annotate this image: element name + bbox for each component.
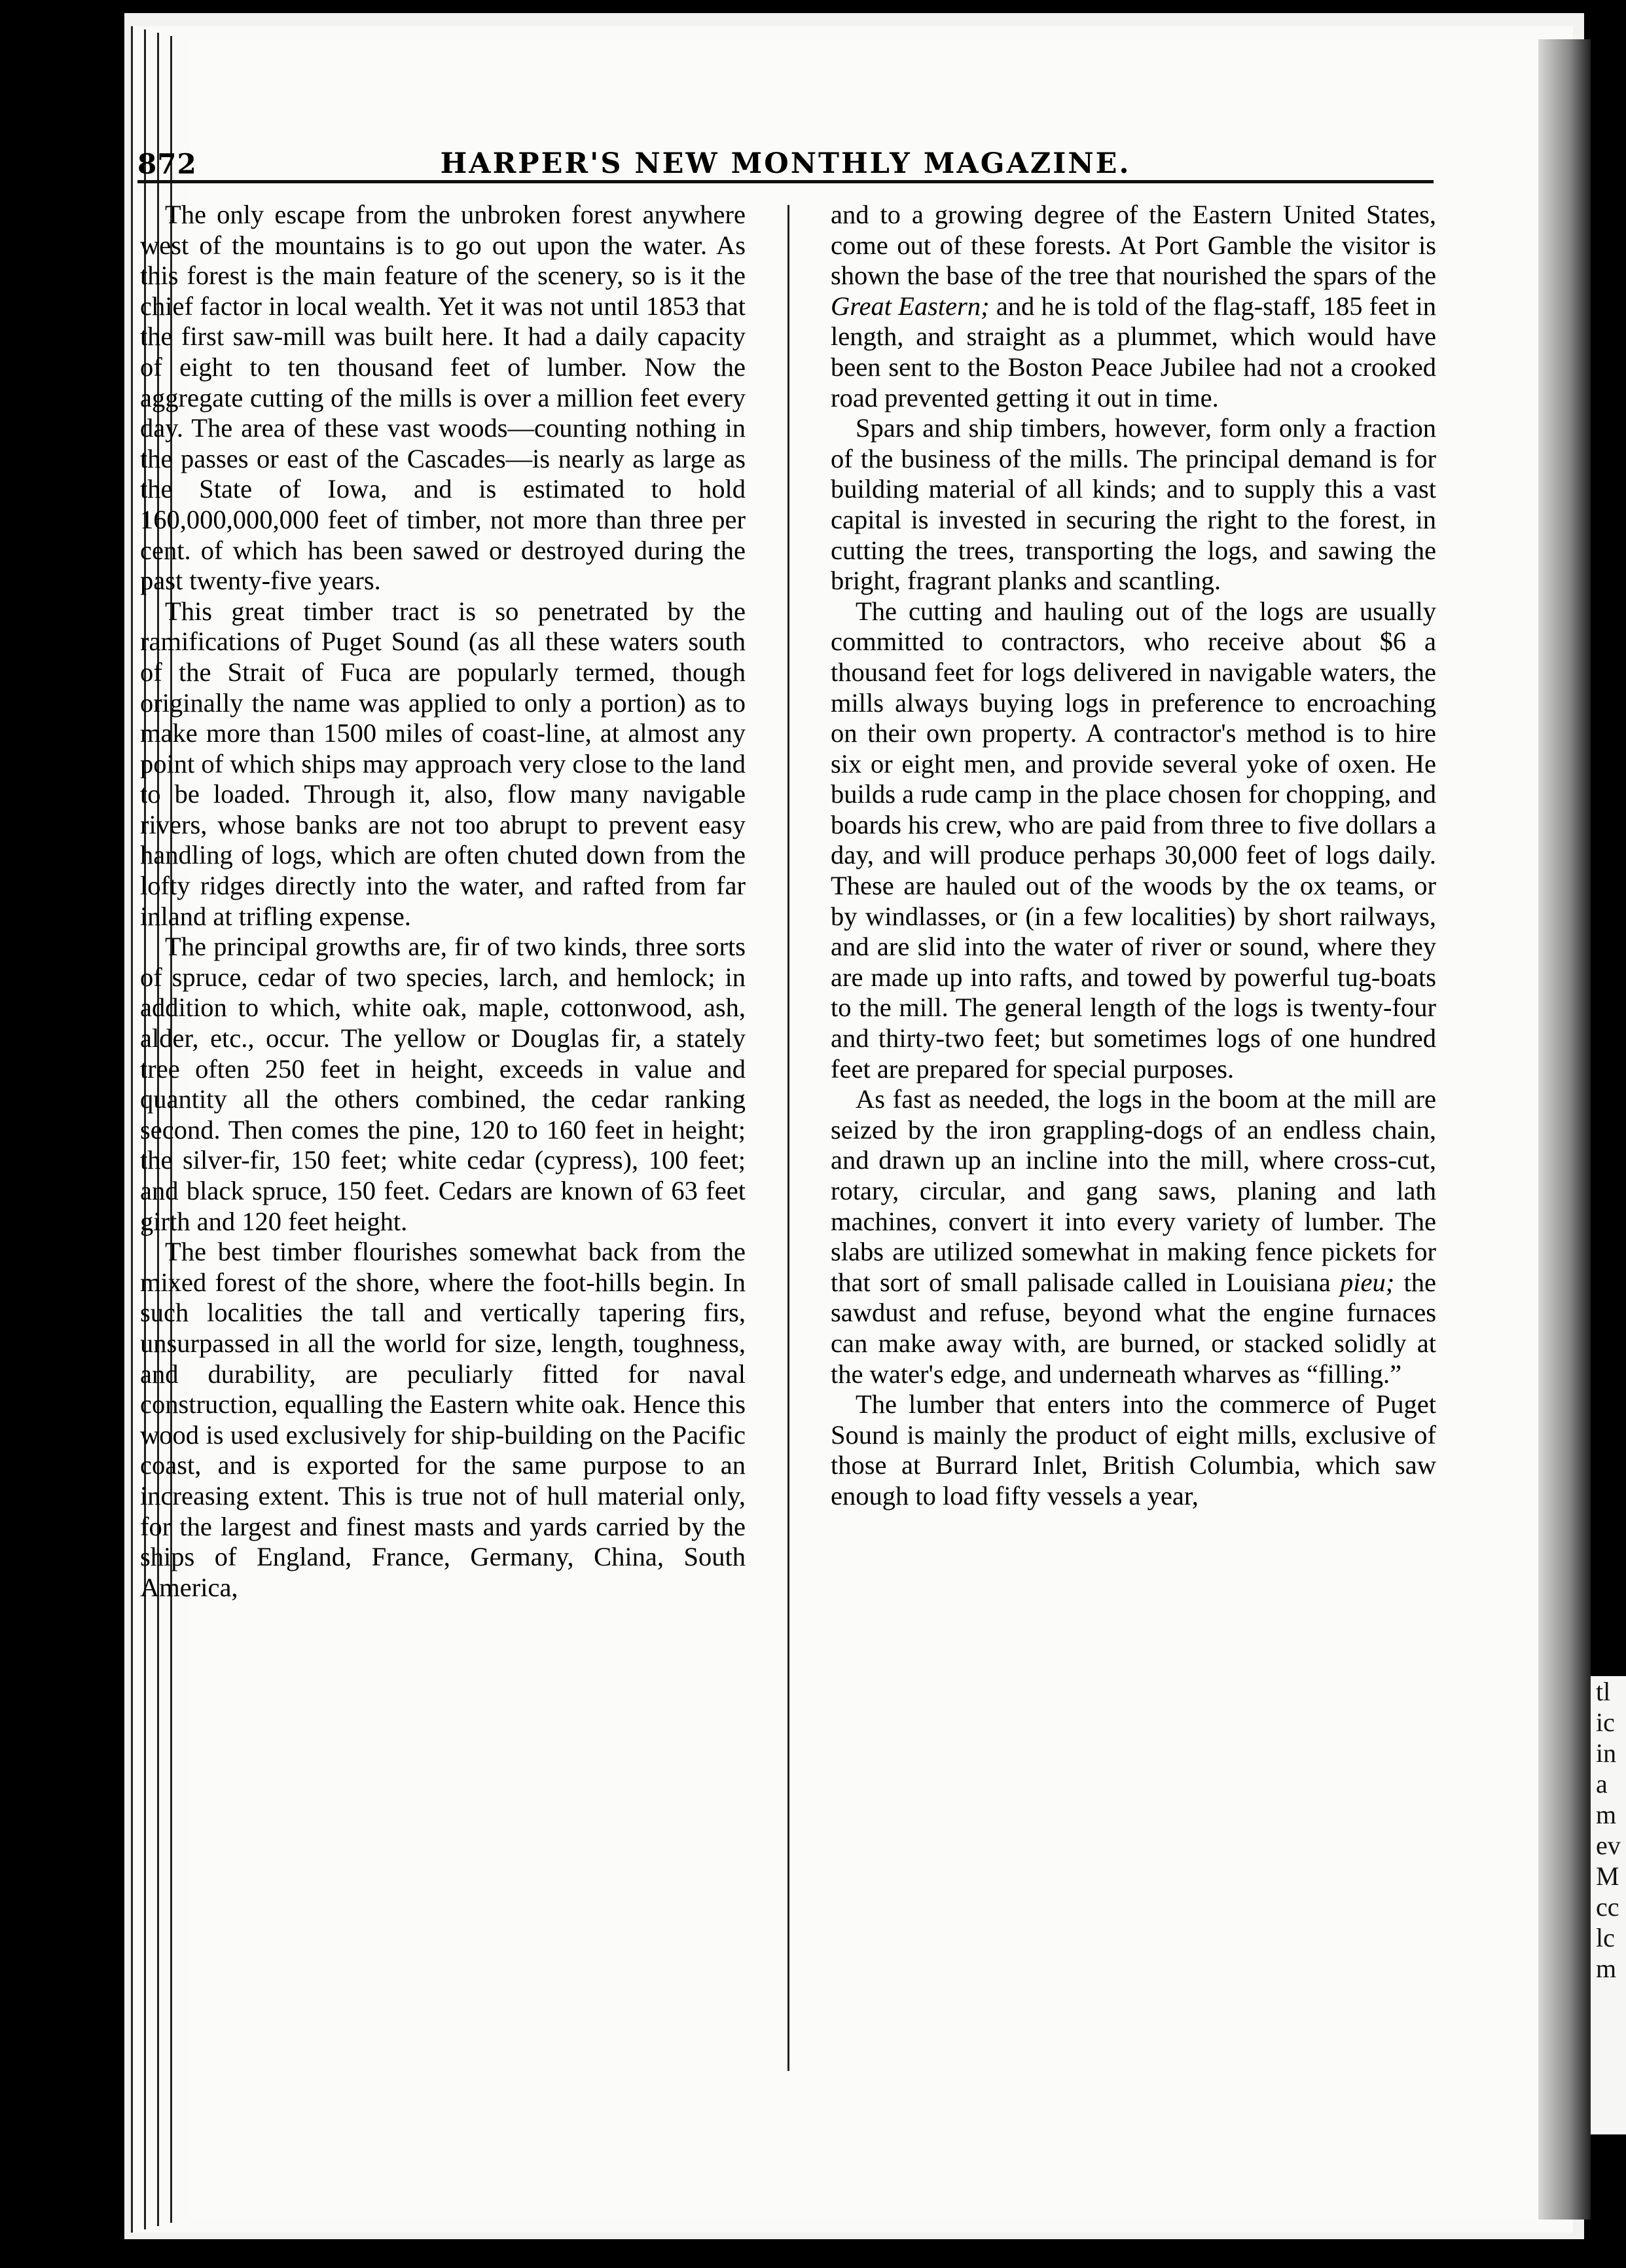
page-number: 872 [137,148,197,180]
text-run: and to a growing degree of the Eastern United States, come out of these forests. At Port Gamble the visitor is shown the base of the tree that nourished the spars of the [831,200,1436,291]
right-column [831,200,1436,2112]
paragraph: Spars and ship timbers, however, form only a fraction of the business of the mills. The principal demand is for building material of all kinds; and to supply this a vast capital is invested in securing the right to the forest, in cutting the trees, transporting the logs, and sawing the bright, fragrant planks and scantling. [831,413,1436,596]
paragraph: The cutting and hauling out of the logs are usually committed to contractors, who receive about $6 a thousand feet for logs delivered in navigable waters, the mills always buying logs in preference to encroaching on their own property. A contractor's method is to hire six or eight men, and provide several yoke of oxen. He builds a rude camp in the place chosen for chopping, and boards his crew, who are paid from three to five dollars a day, and will produce perhaps 30,000 feet of logs daily. These are hauled out of the woods by the ox teams, or by windlasses, or (in a few localities) by short railways, and are slid into the water of river or sound, where they are made up into rafts, and towed by powerful tug-boats to the mill. The general length of the logs is twenty-four and thirty-two feet; but sometimes logs of one hundred feet are prepared for special purposes. [831,596,1436,1084]
fragment-line: a [1596,1769,1608,1799]
text-run: the sawdust and refuse, beyond what the engine furnaces can make away with, are burned, or stacked solidly at the water's edge, and underneath wharves as “filling.” [831,1267,1436,1389]
ship-name: Great Eastern; [831,291,990,321]
running-title: HARPER'S NEW MONTHLY MAGAZINE. [440,147,1131,180]
paragraph: The lumber that enters into the commerce of Puget Sound is mainly the product of eight mills, exclusive of those at Burrard Inlet, British Columbia, which saw enough to load fifty vessels a year, [831,1389,1436,1510]
fragment-line: ic [1596,1708,1615,1737]
fragment-line: cc [1596,1892,1619,1922]
gutter-shadow [1538,39,1591,2220]
paragraph: The principal growths are, fir of two kinds, three sorts of spruce, cedar of two species, larch, and hemlock; in addition to which, white oak, maple, cottonwood, ash, alder, etc., occur. The yellow or Douglas fir, a stately tree often 250 feet in height, exceeds in value and quantity all the others combined, the cedar ranking second. Then comes the pine, 120 to 160 feet in height; the silver-fir, 150 feet; white cedar (cypress), 100 feet; and black spruce, 150 feet. Cedars are known of 63 feet girth and 120 feet height. [140,932,746,1236]
paragraph: The best timber flourishes somewhat back from the mixed forest of the shore, where the foot-hills begin. In such localities the tall and vertically tapering firs, unsurpassed in all the world for size, length, toughness, and durability, are peculiarly fitted for naval construction, equalling the Eastern white oak. Hence this wood is used exclusively for ship-building on the Pacific coast, and is exported for the same purpose to an increasing extent. This is true not of hull material only, for the largest and finest masts and yards carried by the ships of England, France, Germany, China, South America, [140,1237,746,1602]
paragraph: This great timber tract is so penetrated by the ramifications of Puget Sound (as all these waters south of the Strait of Fuca are popularly termed, though originally the name was applied to only a portion) as to make more than 1500 miles of coast-line, at almost any point of which ships may approach very close to the land to be loaded. Through it, also, flow many navigable rivers, whose banks are not too abrupt to prevent easy handling of logs, which are often chuted down from the lofty ridges directly into the water, and rafted from far inland at trifling expense. [140,596,746,931]
fragment-line: ev [1596,1831,1621,1860]
paragraph [831,200,1436,413]
fragment-line: in [1596,1738,1617,1768]
text-columns [140,200,1436,2112]
text-run: and he is told of the flag-staff, 185 feet in length, and straight as a plummet, which would have been sent to the Boston Peace Jubilee had not a crooked road prevented getting it out in time. [831,291,1436,412]
page-header [137,128,1434,183]
fragment-line: M [1596,1861,1619,1891]
left-column [140,200,746,2112]
column-divider [787,205,789,2071]
paragraph: The only escape from the unbroken forest anywhere west of the mountains is to go out upon the water. As this forest is the main feature of the scenery, so is it the chief factor in local wealth. Yet it was not until 1853 that the first saw-mill was built here. It had a daily capacity of eight to ten thousand feet of lumber. Now the aggregate cutting of the mills is over a million feet every day. The area of these vast woods—counting nothing in the passes or east of the Cascades—is nearly as large as the State of Iowa, and is estimated to hold 160,000,000,000 feet of timber, not more than three per cent. of which has been sawed or destroyed during the past twenty-five years. [140,200,746,596]
text-run: As fast as needed, the logs in the boom at the mill are seized by the iron grappling-dogs of an endless chain, and drawn up an incline into the mill, where cross-cut, rotary, circular, and gang saws, planing and lath machines, convert it into every variety of lumber. The slabs are utilized somewhat in making fence pickets for that sort of small palisade called in Louisiana [831,1084,1436,1297]
italic-term: pieu; [1340,1267,1395,1297]
fragment-line: tl [1596,1677,1611,1706]
paragraph [831,1084,1436,1389]
fragment-line: m [1596,1800,1617,1829]
next-page-fragment [1591,1676,1626,2134]
fragment-line: lc [1596,1923,1615,1952]
fragment-line: m [1596,1954,1617,1983]
